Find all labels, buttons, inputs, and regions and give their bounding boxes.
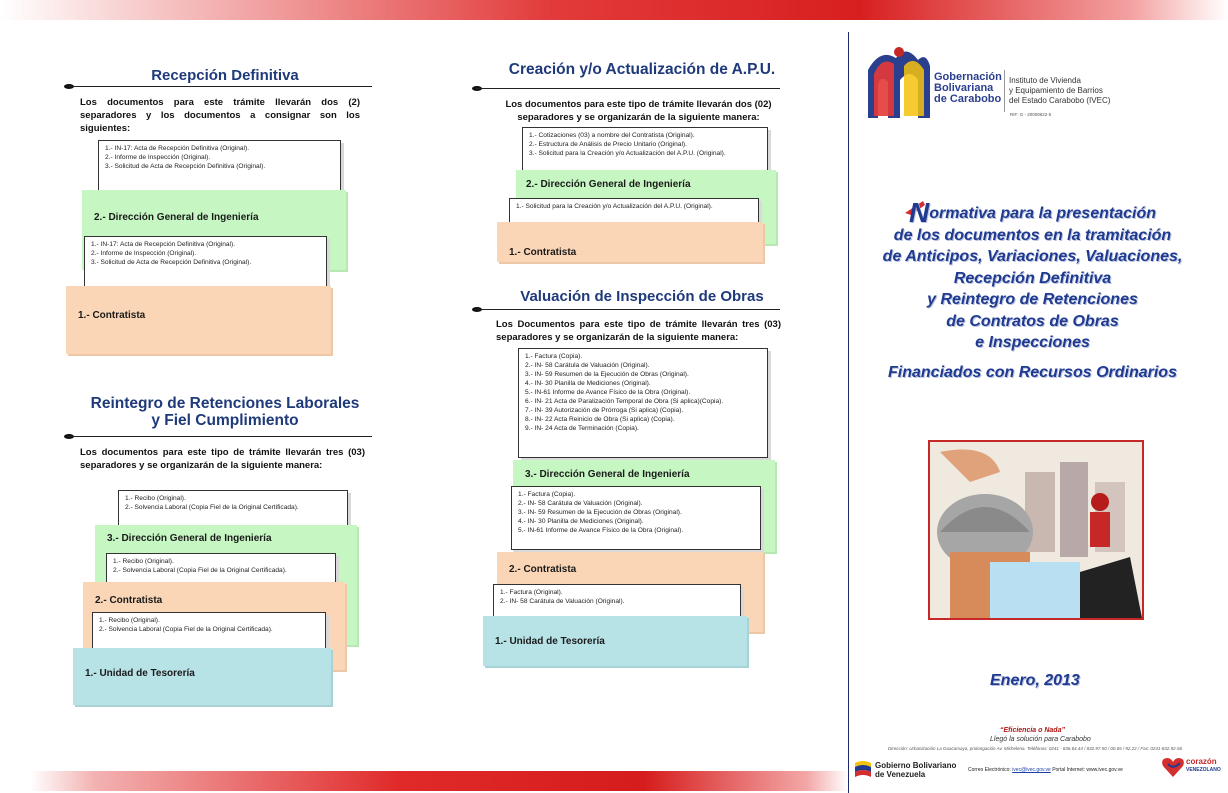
contact-line — [968, 767, 1123, 773]
institute-name — [1009, 76, 1110, 106]
recepcion-intro: Los documentos para este trámite llevarán dos (2) separadores y los documentos a consignar son los siguientes: — [80, 97, 360, 134]
apu-title: Creación y/o Actualización de A.P.U. — [508, 61, 776, 78]
doc-line: 8.- IN- 22 Acta Reinicio de Obra (Si aplica) (Copia). — [525, 416, 675, 423]
doc-line: 1.- Recibo (Original). — [125, 495, 186, 502]
reintegro-tab-a — [73, 648, 331, 705]
gov-line: de Venezuela — [875, 770, 926, 779]
tab-label: 1.- Unidad de Tesorería — [495, 636, 605, 647]
doc-line: 2.- IN- 58 Carátula de Valuación (Original). — [518, 500, 643, 507]
doc-line: 6.- IN- 21 Acta de Paralización Temporal de Obra (Si aplica)(Copia). — [525, 398, 724, 405]
venezuela-flag-icon — [853, 759, 873, 781]
doc-line: 1.- Factura (Original). — [500, 589, 563, 596]
title-rule — [476, 88, 780, 89]
doc-line: 3.- Solicitud de Acta de Recepción Definitiva (Original). — [105, 163, 266, 170]
doc-line: 1.- IN-17: Acta de Recepción Definitiva (Original). — [105, 145, 250, 152]
heart-icon — [1160, 754, 1186, 780]
gobierno-bolivariano-logo — [853, 757, 963, 785]
doc-line: 1.- IN-17: Acta de Recepción Definitiva (Original). — [91, 241, 236, 248]
logo-text — [934, 72, 1002, 105]
rif-number: RIF: G - 20009622-5 — [1010, 112, 1052, 117]
valuacion-title: Valuación de Inspección de Obras — [520, 288, 764, 305]
recepcion-title: Recepción Definitiva — [151, 67, 299, 84]
tab-label: 3.- Dirección General de Ingeniería — [525, 469, 690, 480]
doc-line: 5.- IN-61 Informe de Avance Físico de la Obra (Original). — [525, 389, 691, 396]
gov-text — [875, 761, 956, 779]
reintegro-intro: Los documentos para este tipo de trámite llevarán tres (03) separadores y se organizarán de la siguiente manera: — [80, 447, 365, 471]
doc-line: 7.- IN- 39 Autorización de Prórroga (Si aplica) (Copia). — [525, 407, 684, 414]
valuacion-tab-a — [483, 616, 747, 666]
doc-line: 1.- Cotizaciones (03) a nombre del Contratista (Original). — [529, 132, 695, 139]
panel-divider — [848, 32, 849, 793]
title-line: Recepción Definitiva — [953, 269, 1112, 287]
title-rule — [68, 436, 372, 437]
doc-line: 3.- Solicitud de Acta de Recepción Definitiva (Original). — [91, 259, 252, 266]
reintegro-title-line: y Fiel Cumplimiento — [151, 412, 299, 429]
tab-label: 1.- Contratista — [78, 310, 146, 321]
publication-date: Enero, 2013 — [990, 672, 1080, 689]
worker-illustration-art — [930, 442, 1142, 618]
doc-line: 2.- Informe de Inspección (Original). — [105, 154, 211, 161]
title-line: de Contratos de Obras — [946, 312, 1119, 330]
logo-line: de Carabobo — [934, 93, 1002, 105]
apu-doc-b — [522, 127, 768, 171]
ivec-logo — [860, 40, 1140, 122]
portal-label: Portal Internet: www.ivec.gov.ve — [1052, 767, 1123, 773]
apu-tab-a — [497, 222, 763, 262]
doc-line: 3.- IN- 59 Resumen de la Ejecución de Obras (Original). — [518, 509, 682, 516]
title-rule — [68, 86, 372, 87]
slogan: Llegó la solución para Carabobo — [990, 736, 1091, 743]
construction-worker-illustration — [928, 440, 1144, 620]
reintegro-title-line: Reintegro de Retenciones Laborales — [90, 395, 360, 412]
doc-line: 1.- Factura (Copia). — [518, 491, 576, 498]
doc-line: 1.- Recibo (Original). — [113, 558, 174, 565]
heart-text — [1186, 758, 1221, 774]
cover-title — [860, 198, 1205, 383]
doc-line: 2.- Informe de Inspección (Original). — [91, 250, 197, 257]
address: Dirección: Urbanización La Guacamaya, prolongación Av. Michelena. Teléfonos: 0241 - 836.64.44 / 832.97.50 / 00.65 / 92.22 / Fax: 0241-832.92.56 — [888, 746, 1182, 751]
title-rule — [476, 309, 780, 310]
title-line: y Reintegro de Retenciones — [927, 291, 1138, 308]
title-line: e Inspecciones — [975, 334, 1090, 351]
reintegro-title — [70, 395, 380, 429]
logo-line: Bolivariana — [934, 82, 994, 94]
tab-label: 2.- Dirección General de Ingeniería — [94, 212, 259, 223]
title-initial: N — [909, 197, 930, 228]
doc-line: 2.- Solvencia Laboral (Copia Fiel de la Original Certificada). — [99, 626, 273, 633]
reintegro-doc-c — [118, 490, 348, 530]
logo-line: Gobernación — [934, 71, 1002, 83]
tab-label: 1.- Contratista — [509, 247, 577, 258]
title-line: ormativa para la presentación — [929, 205, 1156, 222]
logo-divider — [1004, 70, 1005, 112]
tab-label: 3.- Dirección General de Ingeniería — [107, 533, 272, 544]
doc-line: 5.- IN-61 Informe de Avance Físico de la Obra (Original). — [518, 527, 684, 534]
recepcion-doc-a — [84, 236, 327, 290]
doc-line: 2.- IN- 58 Carátula de Valuación (Original). — [500, 598, 625, 605]
title-line: de los documentos en la tramitación — [893, 226, 1172, 244]
valuacion-doc-c — [518, 348, 768, 458]
doc-line: 9.- IN- 24 Acta de Terminación (Copia). — [525, 425, 639, 432]
doc-line: 2.- Solvencia Laboral (Copia Fiel de la Original Certificada). — [125, 504, 299, 511]
doc-line: 4.- IN- 30 Planilla de Mediciones (Original). — [518, 518, 644, 525]
tab-label: 2.- Contratista — [509, 564, 577, 575]
doc-line: 2.- IN- 58 Carátula de Valuación (Original). — [525, 362, 650, 369]
top-red-bar — [0, 0, 1228, 20]
reintegro-doc-a — [92, 612, 326, 650]
title-line: de Anticipos, Variaciones, Valuaciones, — [882, 248, 1183, 265]
gov-line: Gobierno Bolivariano — [875, 761, 957, 770]
valuacion-intro: Los Documentos para este tipo de trámite llevarán tres (03) separadores y se organizarán de la siguiente manera: — [496, 319, 781, 343]
motto: “Eficiencia o Nada” — [1000, 727, 1065, 734]
bottom-red-bar — [30, 771, 848, 791]
doc-line: 3.- IN- 59 Resumen de la Ejecución de Obras (Original). — [525, 371, 689, 378]
institute-line: y Equipamiento de Barrios — [1009, 86, 1103, 95]
tab-label: 2.- Contratista — [95, 595, 163, 606]
corazon-venezolano-logo — [1160, 752, 1224, 782]
doc-line: 3.- Solicitud para la Creación y/o Actualización del A.P.U. (Original). — [529, 150, 726, 157]
email-link[interactable]: ivec@ivec.gov.ve — [1012, 767, 1051, 773]
doc-line: 2.- Estructura de Análisis de Precio Unitario (Original). — [529, 141, 687, 148]
valuacion-doc-b — [511, 486, 761, 550]
recepcion-tab-a — [66, 286, 331, 354]
apu-intro: Los documentos para este tipo de trámite llevarán dos (02) separadores y se organizarán de la siguiente manera: — [505, 99, 772, 123]
tab-label: 2.- Dirección General de Ingeniería — [526, 179, 691, 190]
tab-label: 1.- Unidad de Tesorería — [85, 668, 195, 679]
valuacion-doc-a — [493, 584, 741, 620]
doc-line: 1.- Recibo (Original). — [99, 617, 160, 624]
heart-line: corazón — [1186, 757, 1217, 766]
doc-line: 2.- Solvencia Laboral (Copia Fiel de la Original Certificada). — [113, 567, 287, 574]
heart-line: VENEZOLANO — [1186, 767, 1221, 773]
doc-line: 4.- IN- 30 Planilla de Mediciones (Original). — [525, 380, 651, 387]
institute-line: Instituto de Vivienda — [1009, 76, 1081, 85]
institute-line: del Estado Carabobo (IVEC) — [1009, 96, 1111, 105]
cover-title-first-line — [860, 197, 1205, 228]
doc-line: 1.- Factura (Copia). — [525, 353, 583, 360]
financing-line: Financiados con Recursos Ordinarios — [888, 363, 1177, 381]
doc-line: 1.- Solicitud para la Creación y/o Actualización del A.P.U. (Original). — [516, 203, 713, 210]
email-label: Correo Electrónico: — [968, 767, 1011, 773]
